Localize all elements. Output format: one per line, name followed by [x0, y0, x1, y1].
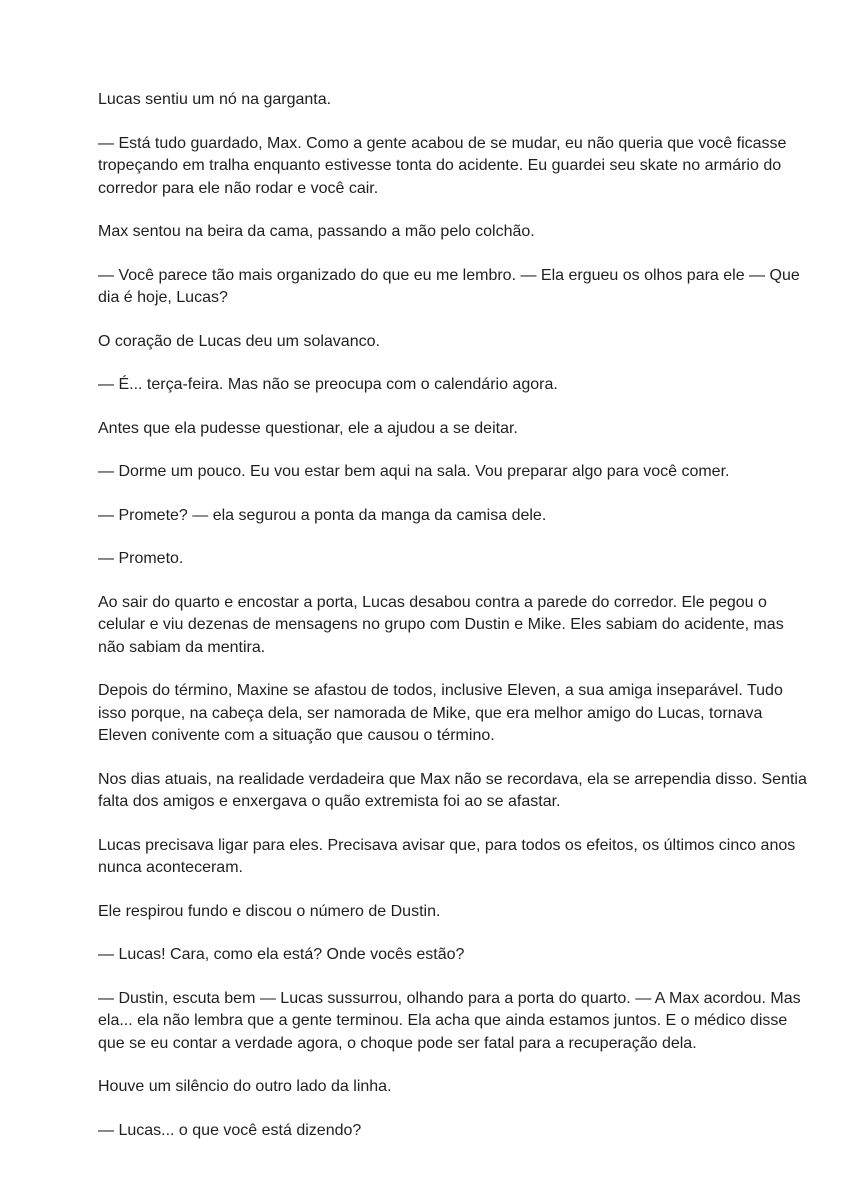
paragraph: Ao sair do quarto e encostar a porta, Lucas desabou contra a parede do corredor. Ele pegou o celular e viu dezenas de mensagens no grupo com Dustin e Mike. Eles sabiam do acidente, mas não sabiam da mentira. [98, 593, 784, 656]
paragraph: — Você parece tão mais organizado do que eu me lembro. — Ela ergueu os olhos para ele — Que dia é hoje, Lucas? [98, 266, 800, 306]
paragraph: Depois do término, Maxine se afastou de todos, inclusive Eleven, a sua amiga inseparável. Tudo isso porque, na cabeça dela, ser namorada de Mike, que era melhor amigo do Lucas, tornava Eleven conivente com a situação que causou o término. [98, 682, 783, 744]
paragraph: Nos dias atuais, na realidade verdadeira que Max não se recordava, ela se arrependia disso. Sentia falta dos amigos e enxergava o quão extremista foi ao se afastar. [98, 770, 807, 810]
paragraph: Max sentou na beira da cama, passando a mão pelo colchão. [98, 223, 535, 240]
paragraph: — É... terça-feira. Mas não se preocupa com o calendário agora. [98, 376, 558, 393]
paragraph: — Lucas... o que você está dizendo? [98, 1121, 362, 1139]
paragraph: Ele respirou fundo e discou o número de Dustin. [98, 902, 441, 920]
paragraph: — Prometo. [98, 550, 184, 567]
paragraph: — Lucas! Cara, como ela está? Onde vocês estão? [98, 946, 465, 963]
paragraph: — Promete? — ela segurou a ponta da manga da camisa dele. [98, 506, 547, 524]
paragraph: — Dustin, escuta bem — Lucas sussurrou, olhando para a porta do quarto. — A Max acordou. Mas ela... ela não lembra que a gente terminou. Ela acha que ainda estamos juntos. E o médico disse que se eu contar a verdade agora, o choque pode ser fatal para a recuperação dela. [98, 989, 801, 1052]
paragraph: Lucas sentiu um nó na garganta. [98, 91, 332, 108]
paragraph: Houve um silêncio do outro lado da linha. [98, 1078, 392, 1095]
paragraph: — Dorme um pouco. Eu vou estar bem aqui na sala. Vou preparar algo para você comer. [98, 463, 730, 480]
paragraph: — Está tudo guardado, Max. Como a gente acabou de se mudar, eu não queria que você ficasse tropeçando em tralha enquanto estivesse tonta do acidente. Eu guardei seu skate no armário do corredor para ele não rodar e você cair. [98, 134, 787, 197]
paragraph: Lucas precisava ligar para eles. Precisava avisar que, para todos os efeitos, os últimos cinco anos nunca aconteceram. [98, 836, 796, 876]
paragraph: Antes que ela pudesse questionar, ele a ajudou a se deitar. [98, 419, 518, 437]
paragraph: O coração de Lucas deu um solavanco. [98, 332, 380, 350]
